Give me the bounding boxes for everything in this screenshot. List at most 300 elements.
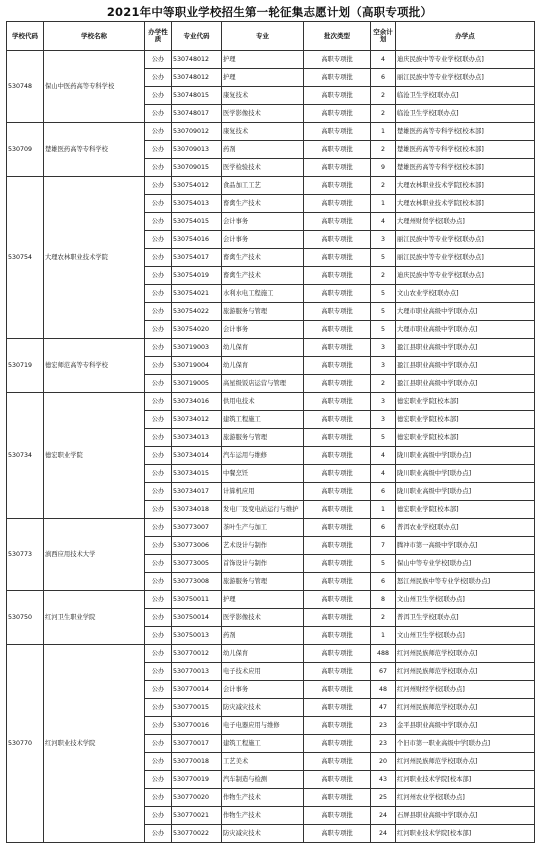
table-row xyxy=(7,177,535,195)
major-code-cell: 530754013 xyxy=(172,195,222,213)
school-type-cell: 公办 xyxy=(145,123,172,141)
campus-cell: 德宏职业学院[校本部] xyxy=(396,501,535,519)
campus-cell: 普洱农业学校[联办点] xyxy=(396,519,535,537)
school-code-cell: 530734 xyxy=(7,393,44,519)
major-code-cell: 530719004 xyxy=(172,357,222,375)
school-type-cell: 公办 xyxy=(145,159,172,177)
school-type-cell: 公办 xyxy=(145,465,172,483)
batch-type-cell: 高职专项批 xyxy=(304,321,371,339)
campus-cell: 德宏职业学院[校本部] xyxy=(396,411,535,429)
batch-type-cell: 高职专项批 xyxy=(304,411,371,429)
school-type-cell: 公办 xyxy=(145,447,172,465)
campus-cell: 陇川职业高级中学[联办点] xyxy=(396,465,535,483)
remaining-plan-cell: 6 xyxy=(371,69,396,87)
school-type-cell: 公办 xyxy=(145,393,172,411)
remaining-plan-cell: 24 xyxy=(371,825,396,843)
major-code-cell: 530754020 xyxy=(172,321,222,339)
header-school-code: 学校代码 xyxy=(7,22,44,51)
remaining-plan-cell: 2 xyxy=(371,87,396,105)
campus-cell: 丽江民族中等专业学校[联办点] xyxy=(396,249,535,267)
batch-type-cell: 高职专项批 xyxy=(304,519,371,537)
batch-type-cell: 高职专项批 xyxy=(304,609,371,627)
table-row xyxy=(7,123,535,141)
batch-type-cell: 高职专项批 xyxy=(304,69,371,87)
school-type-cell: 公办 xyxy=(145,699,172,717)
batch-type-cell: 高职专项批 xyxy=(304,339,371,357)
batch-type-cell: 高职专项批 xyxy=(304,537,371,555)
major-cell: 艺术设计与制作 xyxy=(222,537,304,555)
header-remaining-plan: 空余计划 xyxy=(371,22,396,51)
major-code-cell: 530754021 xyxy=(172,285,222,303)
school-type-cell: 公办 xyxy=(145,789,172,807)
major-cell: 首饰设计与制作 xyxy=(222,555,304,573)
batch-type-cell: 高职专项批 xyxy=(304,447,371,465)
major-code-cell: 530770021 xyxy=(172,807,222,825)
batch-type-cell: 高职专项批 xyxy=(304,699,371,717)
school-type-cell: 公办 xyxy=(145,771,172,789)
remaining-plan-cell: 9 xyxy=(371,159,396,177)
header-major: 专业 xyxy=(222,22,304,51)
school-type-cell: 公办 xyxy=(145,591,172,609)
major-cell: 医学影像技术 xyxy=(222,609,304,627)
batch-type-cell: 高职专项批 xyxy=(304,429,371,447)
school-type-cell: 公办 xyxy=(145,267,172,285)
school-type-cell: 公办 xyxy=(145,501,172,519)
campus-cell: 红河州民族师范学校[联办点] xyxy=(396,663,535,681)
school-type-cell: 公办 xyxy=(145,663,172,681)
remaining-plan-cell: 47 xyxy=(371,699,396,717)
remaining-plan-cell: 67 xyxy=(371,663,396,681)
major-code-cell: 530770022 xyxy=(172,825,222,843)
school-type-cell: 公办 xyxy=(145,195,172,213)
batch-type-cell: 高职专项批 xyxy=(304,303,371,321)
remaining-plan-cell: 25 xyxy=(371,789,396,807)
major-cell: 会计事务 xyxy=(222,213,304,231)
batch-type-cell: 高职专项批 xyxy=(304,627,371,645)
school-code-cell: 530709 xyxy=(7,123,44,177)
remaining-plan-cell: 3 xyxy=(371,231,396,249)
major-code-cell: 530770018 xyxy=(172,753,222,771)
major-code-cell: 530750011 xyxy=(172,591,222,609)
campus-cell: 红河州农业学校[联办点] xyxy=(396,789,535,807)
school-type-cell: 公办 xyxy=(145,573,172,591)
campus-cell: 德宏职业学院[校本部] xyxy=(396,393,535,411)
campus-cell: 红河州民族师范学校[联办点] xyxy=(396,645,535,663)
remaining-plan-cell: 2 xyxy=(371,105,396,123)
header-batch-type: 批次类型 xyxy=(304,22,371,51)
remaining-plan-cell: 4 xyxy=(371,447,396,465)
batch-type-cell: 高职专项批 xyxy=(304,573,371,591)
major-code-cell: 530709012 xyxy=(172,123,222,141)
school-type-cell: 公办 xyxy=(145,69,172,87)
major-code-cell: 530734016 xyxy=(172,393,222,411)
major-code-cell: 530770012 xyxy=(172,645,222,663)
school-name-cell: 德宏师范高等专科学校 xyxy=(44,339,145,393)
major-code-cell: 530750013 xyxy=(172,627,222,645)
major-code-cell: 530748012 xyxy=(172,69,222,87)
campus-cell: 红河职业技术学院[校本部] xyxy=(396,771,535,789)
batch-type-cell: 高职专项批 xyxy=(304,285,371,303)
major-cell: 医学影像技术 xyxy=(222,105,304,123)
remaining-plan-cell: 488 xyxy=(371,645,396,663)
major-cell: 畜禽生产技术 xyxy=(222,267,304,285)
header-campus: 办学点 xyxy=(396,22,535,51)
campus-cell: 丽江民族中等专业学校[联办点] xyxy=(396,231,535,249)
campus-cell: 陇川职业高级中学[联办点] xyxy=(396,447,535,465)
remaining-plan-cell: 1 xyxy=(371,501,396,519)
remaining-plan-cell: 2 xyxy=(371,267,396,285)
campus-cell: 石屏县职业高级中学[联办点] xyxy=(396,807,535,825)
table-row xyxy=(7,51,535,69)
batch-type-cell: 高职专项批 xyxy=(304,87,371,105)
school-type-cell: 公办 xyxy=(145,105,172,123)
major-cell: 汽车制造与检测 xyxy=(222,771,304,789)
table-row xyxy=(7,645,535,663)
major-code-cell: 530770013 xyxy=(172,663,222,681)
major-cell: 电子技术应用 xyxy=(222,663,304,681)
major-cell: 康复技术 xyxy=(222,87,304,105)
major-cell: 防灾减灾技术 xyxy=(222,825,304,843)
major-code-cell: 530773006 xyxy=(172,537,222,555)
major-cell: 畜禽生产技术 xyxy=(222,195,304,213)
campus-cell: 文山农业学校[联办点] xyxy=(396,285,535,303)
major-code-cell: 530709015 xyxy=(172,159,222,177)
campus-cell: 丽江民族中等专业学校[联办点] xyxy=(396,69,535,87)
major-cell: 电子电器应用与维修 xyxy=(222,717,304,735)
batch-type-cell: 高职专项批 xyxy=(304,753,371,771)
school-type-cell: 公办 xyxy=(145,429,172,447)
batch-type-cell: 高职专项批 xyxy=(304,159,371,177)
school-type-cell: 公办 xyxy=(145,321,172,339)
batch-type-cell: 高职专项批 xyxy=(304,357,371,375)
school-type-cell: 公办 xyxy=(145,339,172,357)
campus-cell: 临沧卫生学校[联办点] xyxy=(396,87,535,105)
major-cell: 幼儿保育 xyxy=(222,645,304,663)
school-type-cell: 公办 xyxy=(145,807,172,825)
school-type-cell: 公办 xyxy=(145,411,172,429)
remaining-plan-cell: 24 xyxy=(371,807,396,825)
major-cell: 会计事务 xyxy=(222,681,304,699)
batch-type-cell: 高职专项批 xyxy=(304,717,371,735)
header-school-type: 办学性质 xyxy=(145,22,172,51)
major-cell: 会计事务 xyxy=(222,231,304,249)
batch-type-cell: 高职专项批 xyxy=(304,663,371,681)
table-row xyxy=(7,519,535,537)
major-cell: 护理 xyxy=(222,69,304,87)
remaining-plan-cell: 2 xyxy=(371,177,396,195)
campus-cell: 陇川职业高级中学[联办点] xyxy=(396,483,535,501)
school-type-cell: 公办 xyxy=(145,537,172,555)
major-code-cell: 530770020 xyxy=(172,789,222,807)
major-cell: 护理 xyxy=(222,591,304,609)
major-cell: 高星级饭店运营与管理 xyxy=(222,375,304,393)
school-code-cell: 530719 xyxy=(7,339,44,393)
major-cell: 水利水电工程施工 xyxy=(222,285,304,303)
campus-cell: 红河州民族师范学校[联办点] xyxy=(396,699,535,717)
school-code-cell: 530754 xyxy=(7,177,44,339)
table-header-row xyxy=(7,22,535,51)
major-code-cell: 530754022 xyxy=(172,303,222,321)
remaining-plan-cell: 20 xyxy=(371,753,396,771)
major-cell: 幼儿保育 xyxy=(222,339,304,357)
major-cell: 供用电技术 xyxy=(222,393,304,411)
major-cell: 医学检验技术 xyxy=(222,159,304,177)
school-name-cell: 红河卫生职业学院 xyxy=(44,591,145,645)
major-code-cell: 530770019 xyxy=(172,771,222,789)
campus-cell: 楚雄医药高等专科学校[校本部] xyxy=(396,159,535,177)
campus-cell: 楚雄医药高等专科学校[校本部] xyxy=(396,123,535,141)
batch-type-cell: 高职专项批 xyxy=(304,51,371,69)
major-code-cell: 530770014 xyxy=(172,681,222,699)
batch-type-cell: 高职专项批 xyxy=(304,465,371,483)
remaining-plan-cell: 5 xyxy=(371,429,396,447)
remaining-plan-cell: 4 xyxy=(371,213,396,231)
school-type-cell: 公办 xyxy=(145,735,172,753)
campus-cell: 保山中等专业学校[联办点] xyxy=(396,555,535,573)
school-type-cell: 公办 xyxy=(145,483,172,501)
school-type-cell: 公办 xyxy=(145,213,172,231)
school-type-cell: 公办 xyxy=(145,555,172,573)
major-code-cell: 530754019 xyxy=(172,267,222,285)
school-name-cell: 大理农林职业技术学院 xyxy=(44,177,145,339)
school-code-cell: 530773 xyxy=(7,519,44,591)
campus-cell: 文山州卫生学校[联办点] xyxy=(396,627,535,645)
major-code-cell: 530773007 xyxy=(172,519,222,537)
major-code-cell: 530754016 xyxy=(172,231,222,249)
batch-type-cell: 高职专项批 xyxy=(304,789,371,807)
remaining-plan-cell: 6 xyxy=(371,573,396,591)
header-school-name: 学校名称 xyxy=(44,22,145,51)
campus-cell: 大理市职业高级中学[联办点] xyxy=(396,303,535,321)
school-code-cell: 530750 xyxy=(7,591,44,645)
campus-cell: 腾冲市第一高级中学[联办点] xyxy=(396,537,535,555)
school-type-cell: 公办 xyxy=(145,375,172,393)
school-code-cell: 530748 xyxy=(7,51,44,123)
remaining-plan-cell: 5 xyxy=(371,249,396,267)
remaining-plan-cell: 48 xyxy=(371,681,396,699)
remaining-plan-cell: 2 xyxy=(371,141,396,159)
batch-type-cell: 高职专项批 xyxy=(304,771,371,789)
major-cell: 旅游服务与管理 xyxy=(222,429,304,447)
major-code-cell: 530719003 xyxy=(172,339,222,357)
batch-type-cell: 高职专项批 xyxy=(304,105,371,123)
batch-type-cell: 高职专项批 xyxy=(304,501,371,519)
school-name-cell: 德宏职业学院 xyxy=(44,393,145,519)
batch-type-cell: 高职专项批 xyxy=(304,645,371,663)
major-cell: 护理 xyxy=(222,51,304,69)
campus-cell: 文山州卫生学校[联办点] xyxy=(396,591,535,609)
major-cell: 中餐烹饪 xyxy=(222,465,304,483)
table-row xyxy=(7,393,535,411)
major-cell: 会计事务 xyxy=(222,321,304,339)
major-cell: 茶叶生产与加工 xyxy=(222,519,304,537)
batch-type-cell: 高职专项批 xyxy=(304,807,371,825)
major-cell: 旅游服务与管理 xyxy=(222,573,304,591)
campus-cell: 盈江县职业高级中学[联办点] xyxy=(396,375,535,393)
campus-cell: 大理农林职业技术学院[校本部] xyxy=(396,195,535,213)
campus-cell: 德宏职业学院[校本部] xyxy=(396,429,535,447)
remaining-plan-cell: 43 xyxy=(371,771,396,789)
remaining-plan-cell: 23 xyxy=(371,735,396,753)
major-cell: 幼儿保育 xyxy=(222,357,304,375)
school-name-cell: 滇西应用技术大学 xyxy=(44,519,145,591)
major-code-cell: 530734018 xyxy=(172,501,222,519)
batch-type-cell: 高职专项批 xyxy=(304,555,371,573)
campus-cell: 怒江州民族中等专业学校[联办点] xyxy=(396,573,535,591)
header-major-code: 专业代码 xyxy=(172,22,222,51)
school-name-cell: 红河职业技术学院 xyxy=(44,645,145,843)
remaining-plan-cell: 8 xyxy=(371,591,396,609)
major-code-cell: 530773005 xyxy=(172,555,222,573)
table-body xyxy=(7,51,535,843)
major-cell: 建筑工程施工 xyxy=(222,735,304,753)
batch-type-cell: 高职专项批 xyxy=(304,141,371,159)
remaining-plan-cell: 3 xyxy=(371,411,396,429)
batch-type-cell: 高职专项批 xyxy=(304,483,371,501)
campus-cell: 红河州民族师范学校[联办点] xyxy=(396,753,535,771)
campus-cell: 大理农林职业技术学院[校本部] xyxy=(396,177,535,195)
remaining-plan-cell: 2 xyxy=(371,609,396,627)
major-code-cell: 530734015 xyxy=(172,465,222,483)
school-name-cell: 保山中医药高等专科学校 xyxy=(44,51,145,123)
major-cell: 康复技术 xyxy=(222,123,304,141)
remaining-plan-cell: 4 xyxy=(371,51,396,69)
remaining-plan-cell: 7 xyxy=(371,537,396,555)
school-type-cell: 公办 xyxy=(145,627,172,645)
batch-type-cell: 高职专项批 xyxy=(304,591,371,609)
school-name-cell: 楚雄医药高等专科学校 xyxy=(44,123,145,177)
campus-cell: 普洱卫生学校[联办点] xyxy=(396,609,535,627)
campus-cell: 大理州财贸学校[联办点] xyxy=(396,213,535,231)
major-code-cell: 530734014 xyxy=(172,447,222,465)
school-type-cell: 公办 xyxy=(145,717,172,735)
remaining-plan-cell: 6 xyxy=(371,483,396,501)
batch-type-cell: 高职专项批 xyxy=(304,213,371,231)
major-cell: 畜禽生产技术 xyxy=(222,249,304,267)
major-code-cell: 530734013 xyxy=(172,429,222,447)
document-title: 2021年中等职业学校招生第一轮征集志愿计划（高职专项批） xyxy=(106,5,433,19)
remaining-plan-cell: 5 xyxy=(371,303,396,321)
major-code-cell: 530748012 xyxy=(172,51,222,69)
major-code-cell: 530770017 xyxy=(172,735,222,753)
campus-cell: 大理市职业高级中学[联办点] xyxy=(396,321,535,339)
remaining-plan-cell: 3 xyxy=(371,339,396,357)
major-code-cell: 530734017 xyxy=(172,483,222,501)
table-row xyxy=(7,591,535,609)
batch-type-cell: 高职专项批 xyxy=(304,231,371,249)
school-code-cell: 530770 xyxy=(7,645,44,843)
major-code-cell: 530770016 xyxy=(172,717,222,735)
major-code-cell: 530719005 xyxy=(172,375,222,393)
school-type-cell: 公办 xyxy=(145,645,172,663)
batch-type-cell: 高职专项批 xyxy=(304,681,371,699)
major-cell: 建筑工程施工 xyxy=(222,411,304,429)
school-type-cell: 公办 xyxy=(145,285,172,303)
campus-cell: 红河职业技术学院[校本部] xyxy=(396,825,535,843)
batch-type-cell: 高职专项批 xyxy=(304,735,371,753)
school-type-cell: 公办 xyxy=(145,681,172,699)
batch-type-cell: 高职专项批 xyxy=(304,375,371,393)
major-code-cell: 530773008 xyxy=(172,573,222,591)
major-cell: 计算机应用 xyxy=(222,483,304,501)
school-type-cell: 公办 xyxy=(145,303,172,321)
campus-cell: 楚雄医药高等专科学校[校本部] xyxy=(396,141,535,159)
campus-cell: 盈江县职业高级中学[联办点] xyxy=(396,339,535,357)
enrollment-plan-table xyxy=(6,21,535,843)
major-cell: 汽车运用与维修 xyxy=(222,447,304,465)
major-code-cell: 530750014 xyxy=(172,609,222,627)
remaining-plan-cell: 5 xyxy=(371,555,396,573)
major-cell: 旅游服务与管理 xyxy=(222,303,304,321)
major-code-cell: 530709013 xyxy=(172,141,222,159)
batch-type-cell: 高职专项批 xyxy=(304,249,371,267)
school-type-cell: 公办 xyxy=(145,357,172,375)
major-cell: 作物生产技术 xyxy=(222,789,304,807)
campus-cell: 迪庆民族中等专业学校[联办点] xyxy=(396,51,535,69)
remaining-plan-cell: 3 xyxy=(371,393,396,411)
batch-type-cell: 高职专项批 xyxy=(304,177,371,195)
campus-cell: 红河州财经学校[联办点] xyxy=(396,681,535,699)
major-cell: 工艺美术 xyxy=(222,753,304,771)
remaining-plan-cell: 3 xyxy=(371,357,396,375)
remaining-plan-cell: 5 xyxy=(371,285,396,303)
batch-type-cell: 高职专项批 xyxy=(304,393,371,411)
campus-cell: 迪庆民族中等专业学校[联办点] xyxy=(396,267,535,285)
remaining-plan-cell: 1 xyxy=(371,627,396,645)
batch-type-cell: 高职专项批 xyxy=(304,195,371,213)
major-cell: 食品加工工艺 xyxy=(222,177,304,195)
school-type-cell: 公办 xyxy=(145,51,172,69)
major-code-cell: 530754017 xyxy=(172,249,222,267)
major-code-cell: 530754015 xyxy=(172,213,222,231)
remaining-plan-cell: 4 xyxy=(371,465,396,483)
major-code-cell: 530770015 xyxy=(172,699,222,717)
batch-type-cell: 高职专项批 xyxy=(304,267,371,285)
campus-cell: 临沧卫生学校[联办点] xyxy=(396,105,535,123)
school-type-cell: 公办 xyxy=(145,753,172,771)
remaining-plan-cell: 1 xyxy=(371,195,396,213)
campus-cell: 金平县职业高级中学[联办点] xyxy=(396,717,535,735)
campus-cell: 个旧市第一职业高级中学[联办点] xyxy=(396,735,535,753)
school-type-cell: 公办 xyxy=(145,609,172,627)
major-code-cell: 530748015 xyxy=(172,87,222,105)
remaining-plan-cell: 6 xyxy=(371,519,396,537)
major-cell: 作物生产技术 xyxy=(222,807,304,825)
school-type-cell: 公办 xyxy=(145,177,172,195)
major-cell: 防灾减灾技术 xyxy=(222,699,304,717)
remaining-plan-cell: 1 xyxy=(371,123,396,141)
major-cell: 药剂 xyxy=(222,141,304,159)
campus-cell: 盈江县职业高级中学[联办点] xyxy=(396,357,535,375)
school-type-cell: 公办 xyxy=(145,141,172,159)
school-type-cell: 公办 xyxy=(145,825,172,843)
batch-type-cell: 高职专项批 xyxy=(304,825,371,843)
major-code-cell: 530734012 xyxy=(172,411,222,429)
school-type-cell: 公办 xyxy=(145,519,172,537)
major-code-cell: 530754012 xyxy=(172,177,222,195)
major-cell: 发电厂及变电站运行与维护 xyxy=(222,501,304,519)
batch-type-cell: 高职专项批 xyxy=(304,123,371,141)
remaining-plan-cell: 2 xyxy=(371,375,396,393)
remaining-plan-cell: 23 xyxy=(371,717,396,735)
table-row xyxy=(7,339,535,357)
school-type-cell: 公办 xyxy=(145,249,172,267)
remaining-plan-cell: 5 xyxy=(371,321,396,339)
school-type-cell: 公办 xyxy=(145,231,172,249)
major-code-cell: 530748017 xyxy=(172,105,222,123)
school-type-cell: 公办 xyxy=(145,87,172,105)
major-cell: 药剂 xyxy=(222,627,304,645)
